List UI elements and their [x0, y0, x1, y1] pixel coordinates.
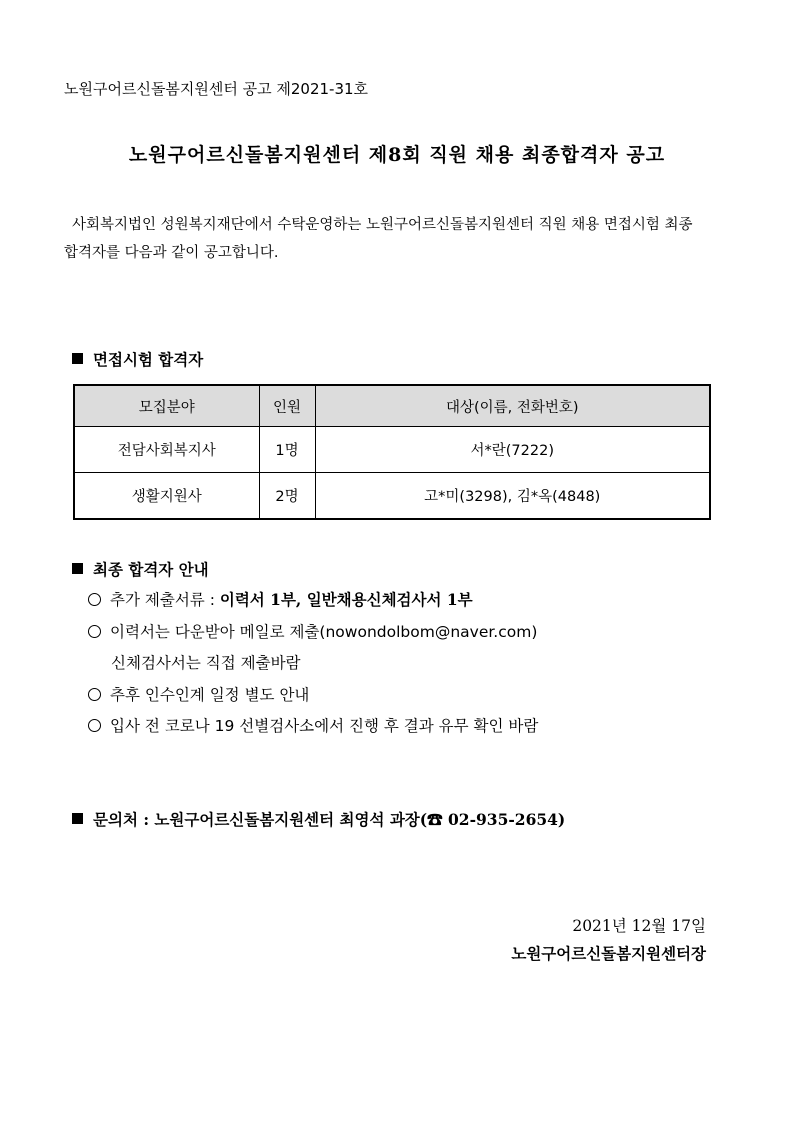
square-bullet-icon — [72, 353, 83, 364]
table-row — [74, 473, 710, 520]
list-item-continuation: 신체검사서는 직접 제출바람 — [111, 654, 301, 672]
intro-line-1: 사회복지법인 성원복지재단에서 수탁운영하는 노원구어르신돌봄지원센터 직원 채용 면접시험 최종 — [72, 217, 693, 233]
column-header: 모집분야 — [74, 385, 259, 427]
intro-paragraph — [64, 211, 714, 267]
square-bullet-icon — [72, 813, 83, 824]
table-cell: 전담사회복지사 — [74, 427, 259, 473]
page-title: 노원구어르신돌봄지원센터 제8회 직원 채용 최종합격자 공고 — [128, 144, 666, 166]
issue-date: 2021년 12월 17일 — [572, 917, 706, 935]
circle-bullet-icon — [88, 625, 101, 638]
list-item-label: 입사 전 코로나 19 선별검사소에서 진행 후 결과 유무 확인 바람 — [110, 717, 539, 735]
list-item-label: 이력서는 다운받아 메일로 제출(nowondolbom@naver.com) — [110, 623, 538, 641]
circle-bullet-icon — [88, 688, 101, 701]
list-item-label: 추후 인수인계 일정 별도 안내 — [110, 686, 310, 704]
list-item — [88, 714, 538, 736]
section-heading-label: 최종 합격자 안내 — [93, 560, 209, 579]
table-cell: 생활지원사 — [74, 473, 259, 520]
table-cell: 2명 — [259, 473, 315, 520]
list-item-emphasis: 이력서 1부, 일반채용신체검사서 1부 — [219, 590, 473, 609]
section-heading-label: 면접시험 합격자 — [93, 350, 204, 369]
circle-bullet-icon — [88, 719, 101, 732]
results-table — [73, 384, 711, 520]
intro-line-2: 합격자를 다음과 같이 공고합니다. — [64, 245, 279, 261]
issuer-signature: 노원구어르신돌봄지원센터장 — [511, 944, 706, 963]
list-item — [88, 620, 537, 642]
column-header: 대상(이름, 전화번호) — [315, 385, 710, 427]
table-header-row — [74, 385, 710, 427]
list-item-label: 추가 제출서류 : — [110, 591, 220, 609]
section-heading-final — [72, 558, 209, 580]
list-item — [88, 588, 473, 610]
contact-line — [72, 808, 565, 830]
table-row — [74, 427, 710, 473]
circle-bullet-icon — [88, 593, 101, 606]
section-heading-interview — [72, 348, 203, 370]
square-bullet-icon — [72, 563, 83, 574]
contact-text: 문의처 : 노원구어르신돌봄지원센터 최영석 과장(☎ 02-935-2654) — [93, 810, 566, 829]
table-cell: 서*란(7222) — [315, 427, 710, 473]
column-header: 인원 — [259, 385, 315, 427]
table-cell: 1명 — [259, 427, 315, 473]
list-item — [88, 683, 309, 705]
table-cell: 고*미(3298), 김*옥(4848) — [315, 473, 710, 520]
notice-number: 노원구어르신돌봄지원센터 공고 제2021-31호 — [64, 80, 369, 98]
